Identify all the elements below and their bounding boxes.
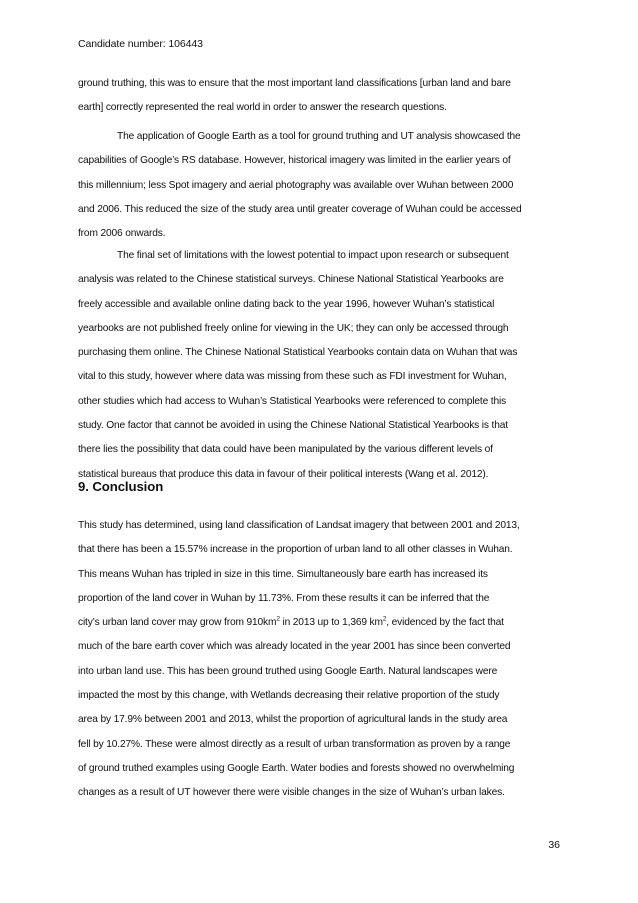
- text-line-with-superscripts: [78, 611, 560, 635]
- page-number: 36: [548, 839, 560, 851]
- text-line: changes as a result of UT however there were visible changes in the size of Wuhan’s urban lakes.: [78, 787, 505, 799]
- text-line: fell by 10.27%. These were almost directly as a result of urban transformation as proven by a range: [78, 738, 511, 750]
- text-line: study. One factor that cannot be avoided in using the Chinese National Statistical Yearbooks is that: [78, 420, 508, 432]
- text-line: earth] correctly represented the real world in order to answer the research questions.: [78, 102, 447, 114]
- text-line: into urban land use. This has been ground truthed using Google Earth. Natural landscapes were: [78, 665, 498, 677]
- section-heading: 9. Conclusion: [78, 479, 164, 494]
- text-line: yearbooks are not published freely online for viewing in the UK; they can only be accessed through: [78, 322, 509, 334]
- text-line: impacted the most by this change, with Wetlands decreasing their relative proportion of the study: [78, 690, 500, 702]
- text-segment: , evidenced by the fact that: [386, 617, 504, 629]
- superscript: 2: [382, 615, 387, 623]
- text-line: capabilities of Google’s RS database. However, historical imagery was limited in the earlier years of: [78, 155, 511, 167]
- paragraph-google-earth: [78, 125, 560, 246]
- text-segment: in 2013 up to 1,369 km: [279, 617, 383, 629]
- text-line: area by 17.9% between 2001 and 2013, whilst the proportion of agricultural lands in the study area: [78, 714, 508, 726]
- text-segment: city’s urban land cover may grow from 910km: [78, 617, 277, 629]
- text-line: ground truthing, this was to ensure that the most important land classifications [urban land and bare: [78, 78, 511, 89]
- text-line: of ground truthed examples using Google Earth. Water bodies and forests showed no overwhelming: [78, 762, 515, 774]
- text-line: vital to this study, however where data was missing from these such as FDI investment for Wuhan,: [78, 371, 507, 383]
- text-line: this millennium; less Spot imagery and aerial photography was available over Wuhan between 2000: [78, 179, 514, 191]
- text-line: The application of Google Earth as a tool for ground truthing and UT analysis showcased the: [117, 131, 521, 142]
- text-line: and 2006. This reduced the size of the study area until greater coverage of Wuhan could be accessed: [78, 203, 522, 215]
- text-line: This study has determined, using land classification of Landsat imagery that between 2001 and 2013,: [78, 520, 520, 531]
- text-line: that there has been a 15.57% increase in the proportion of urban land to all other classes in Wuhan.: [78, 544, 513, 556]
- paragraph-statistical-limitations: [78, 244, 560, 487]
- text-line: analysis was related to the Chinese statistical surveys. Chinese National Statistical Yearbooks are: [78, 274, 504, 286]
- text-line: The final set of limitations with the lowest potential to impact upon research or subsequent: [117, 250, 509, 261]
- text-line: freely accessible and available online dating back to the year 1996, however Wuhan’s statistical: [78, 298, 495, 310]
- text-line: other studies which had access to Wuhan’s Statistical Yearbooks were referenced to complete this: [78, 395, 507, 407]
- candidate-header: Candidate number: 106443: [78, 38, 203, 50]
- text-line: there lies the possibility that data could have been manipulated by the various different levels of: [78, 444, 493, 456]
- paragraph-ground-truthing: [78, 72, 560, 121]
- text-line: much of the bare earth cover which was already located in the year 2001 has since been converted: [78, 641, 511, 653]
- text-line: purchasing them online. The Chinese National Statistical Yearbooks contain data on Wuhan that was: [78, 347, 518, 359]
- paragraph-conclusion: [78, 514, 560, 806]
- text-line: statistical bureaus that produce this data in favour of their political interests (Wang et al. 2012).: [78, 468, 489, 480]
- text-line: proportion of the land cover in Wuhan by 11.73%. From these results it can be inferred that the: [78, 592, 490, 604]
- text-line: This means Wuhan has tripled in size in this time. Simultaneously bare earth has increased its: [78, 568, 488, 580]
- text-line: from 2006 onwards.: [78, 228, 166, 240]
- superscript: 2: [276, 615, 280, 623]
